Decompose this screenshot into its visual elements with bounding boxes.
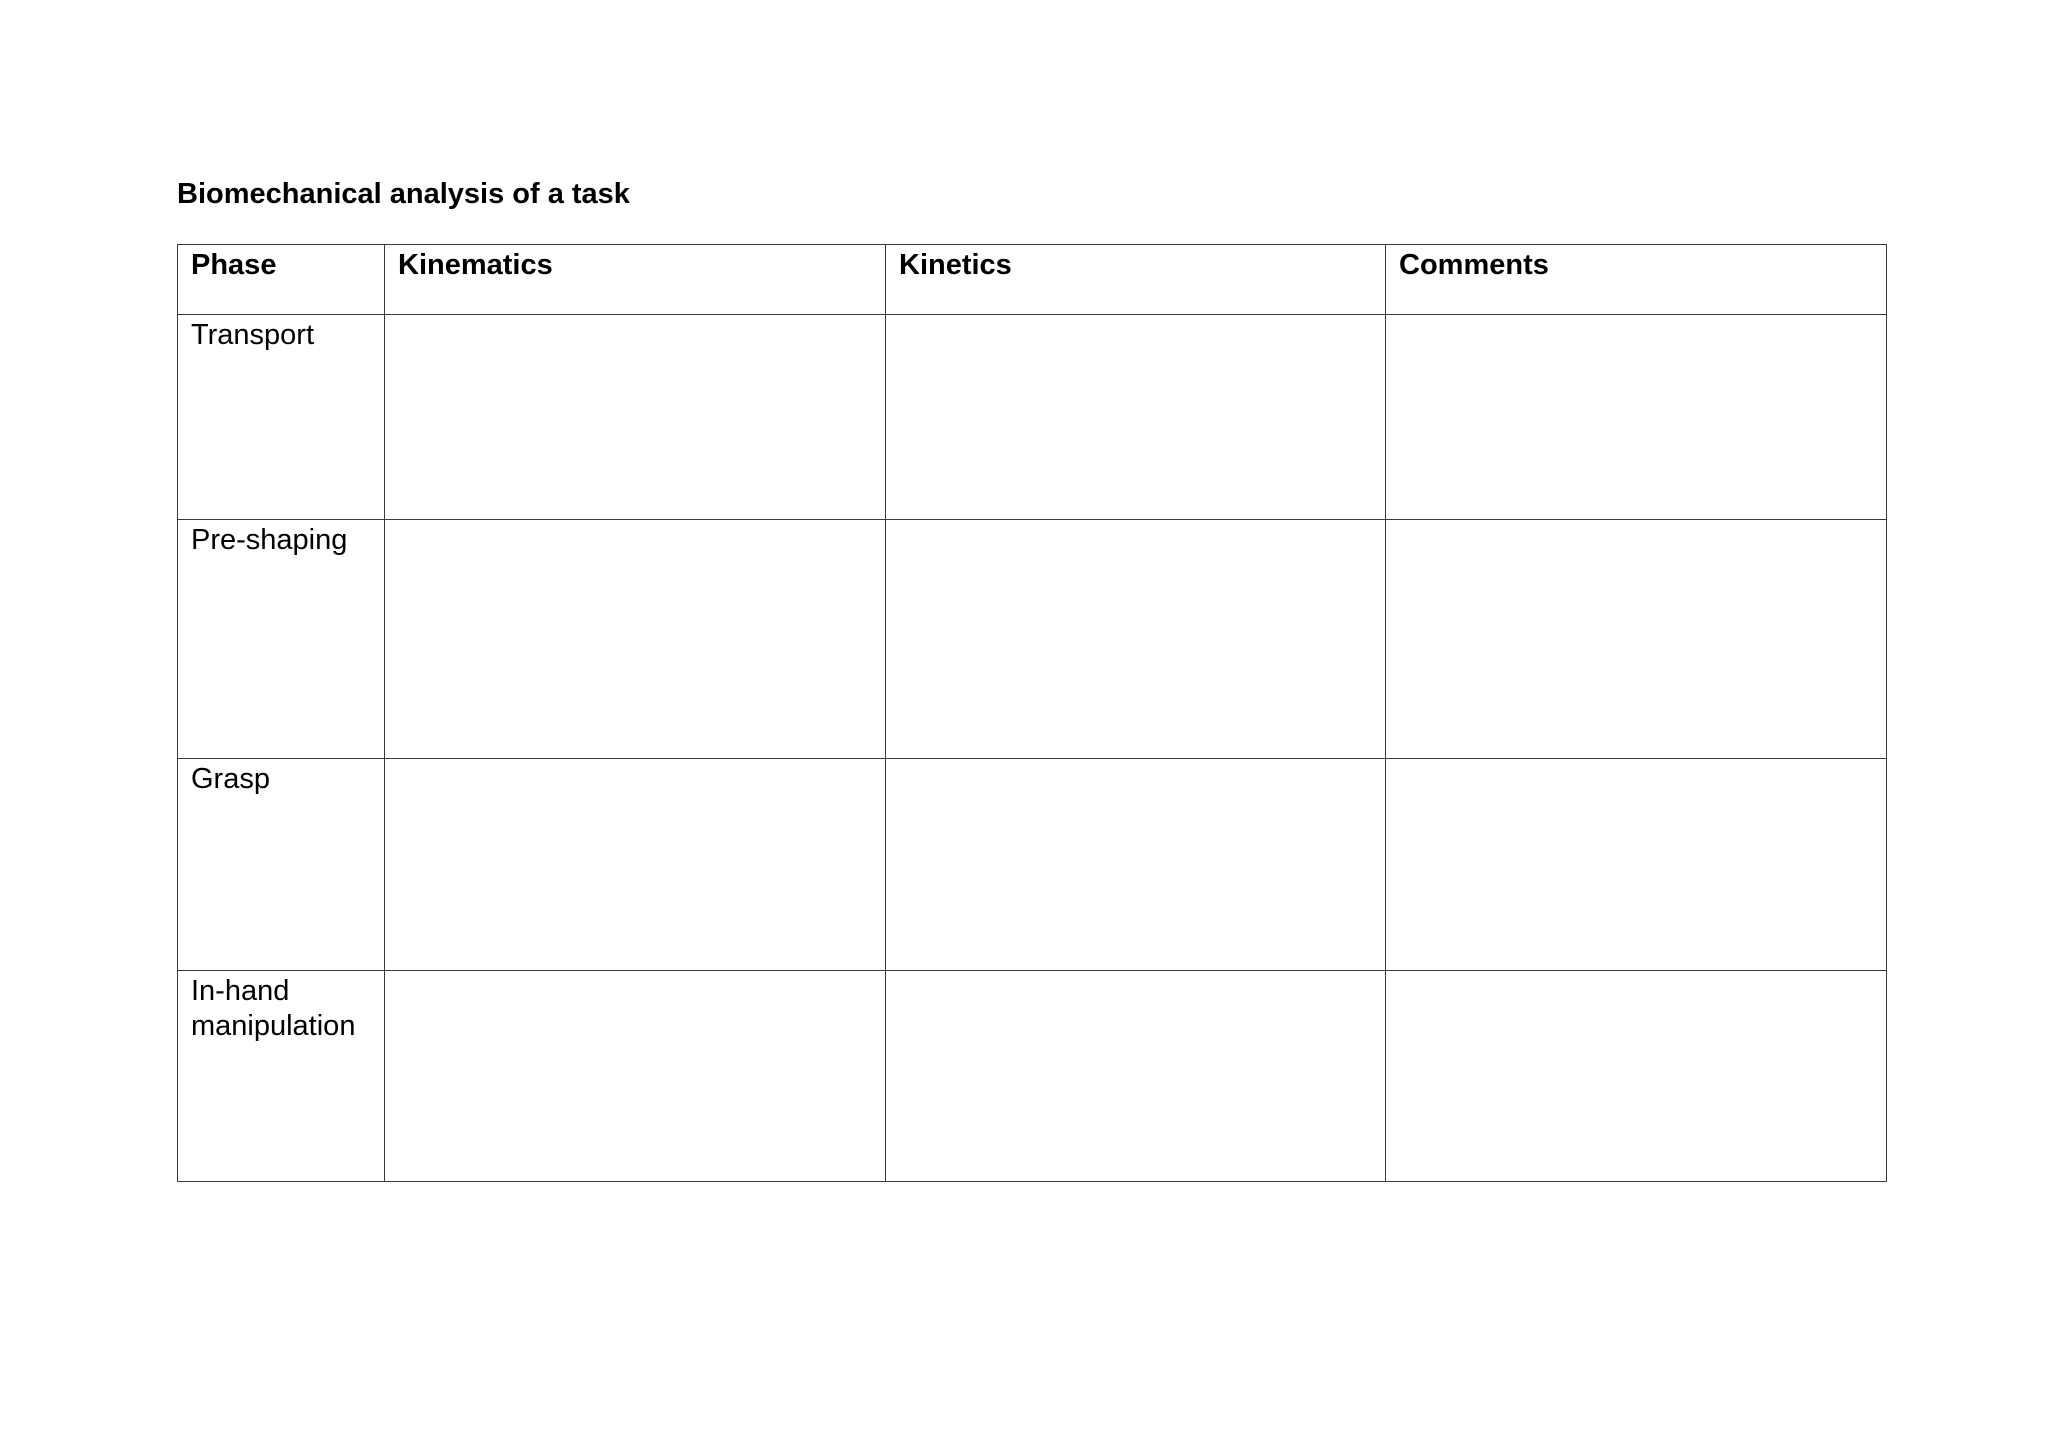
phase-cell: In-hand manipulation bbox=[178, 971, 385, 1182]
table-row bbox=[178, 759, 1887, 971]
kinematics-cell[interactable] bbox=[385, 520, 886, 759]
phase-cell: Grasp bbox=[178, 759, 385, 971]
comments-cell[interactable] bbox=[1386, 315, 1887, 520]
phase-cell: Transport bbox=[178, 315, 385, 520]
header-comments: Comments bbox=[1386, 245, 1887, 315]
header-kinematics: Kinematics bbox=[385, 245, 886, 315]
header-kinetics: Kinetics bbox=[886, 245, 1386, 315]
kinematics-cell[interactable] bbox=[385, 759, 886, 971]
header-phase: Phase bbox=[178, 245, 385, 315]
comments-cell[interactable] bbox=[1386, 971, 1887, 1182]
phase-cell: Pre-shaping bbox=[178, 520, 385, 759]
kinetics-cell[interactable] bbox=[886, 315, 1386, 520]
kinetics-cell[interactable] bbox=[886, 971, 1386, 1182]
comments-cell[interactable] bbox=[1386, 759, 1887, 971]
document-title: Biomechanical analysis of a task bbox=[177, 178, 630, 210]
table-row bbox=[178, 971, 1887, 1182]
comments-cell[interactable] bbox=[1386, 520, 1887, 759]
analysis-table bbox=[177, 244, 1887, 1182]
table-header-row bbox=[178, 245, 1887, 315]
table-row bbox=[178, 315, 1887, 520]
kinematics-cell[interactable] bbox=[385, 971, 886, 1182]
kinetics-cell[interactable] bbox=[886, 520, 1386, 759]
table-row bbox=[178, 520, 1887, 759]
kinematics-cell[interactable] bbox=[385, 315, 886, 520]
kinetics-cell[interactable] bbox=[886, 759, 1386, 971]
